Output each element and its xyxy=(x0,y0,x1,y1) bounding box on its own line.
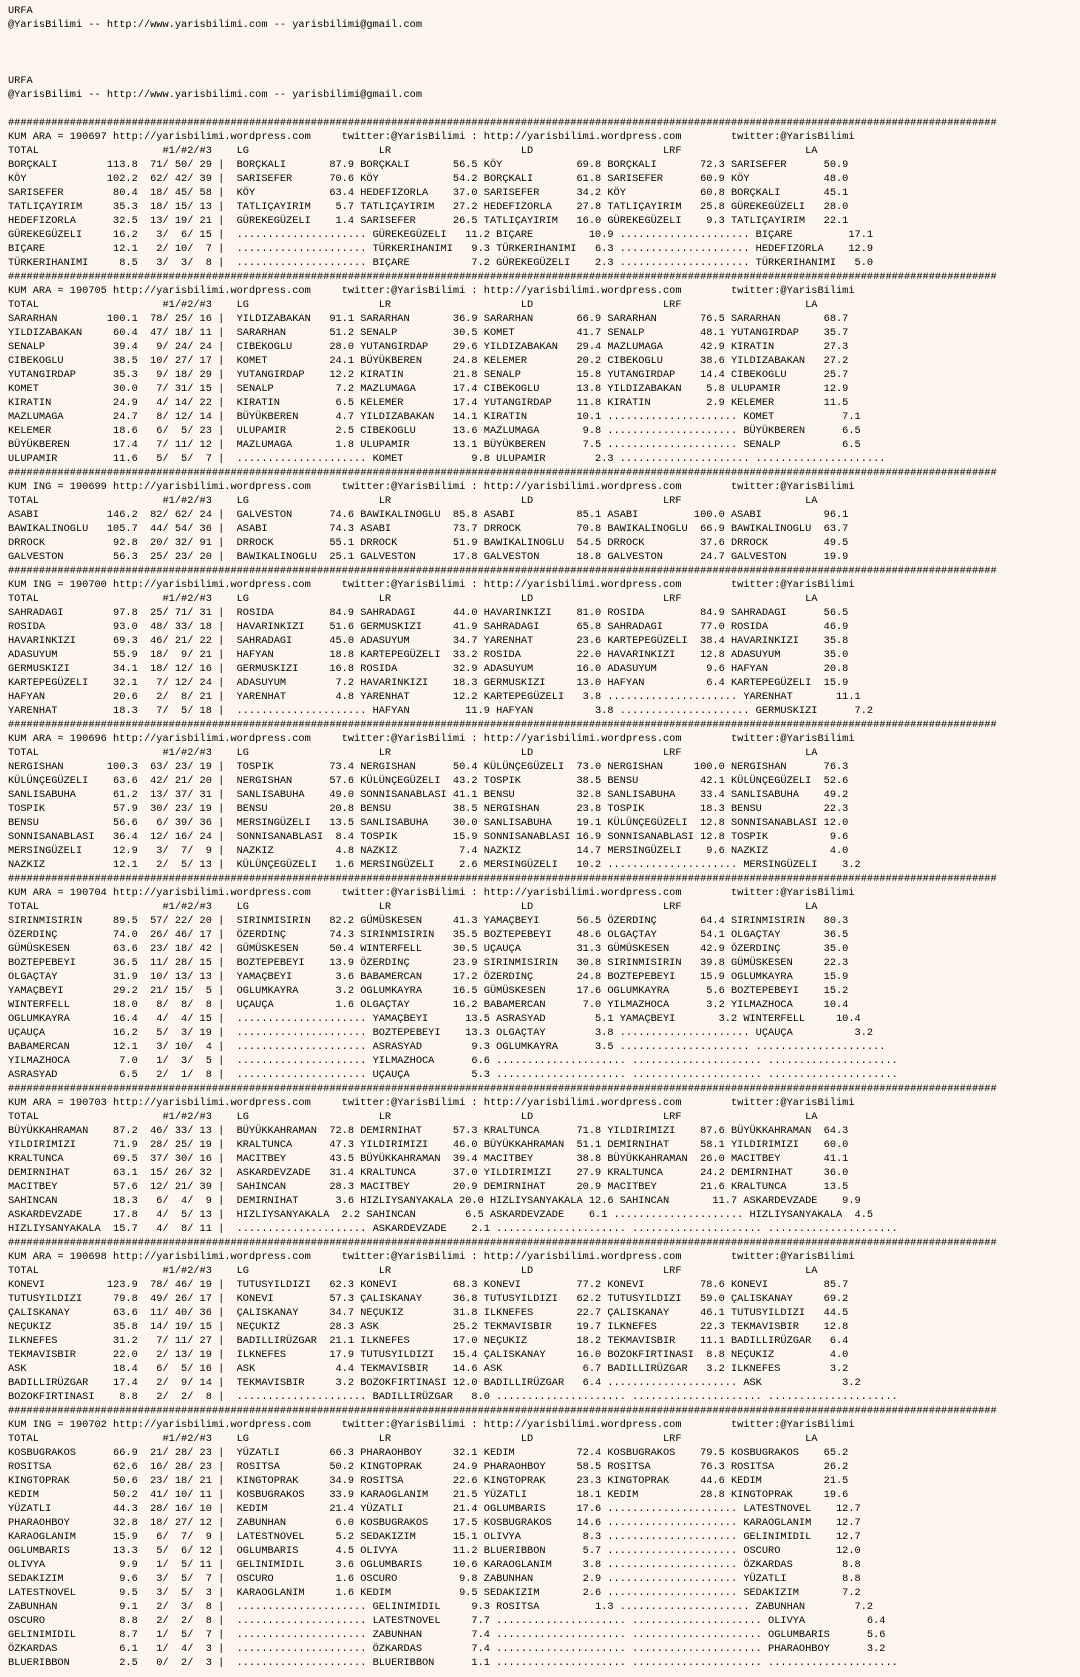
table-row: ASRASYAD 6.5 2/ 1/ 8 | ..................... UÇAUÇA 5.3 ..................... ..................... ..................... xyxy=(8,1069,898,1081)
table-row: OSCURO 8.8 2/ 2/ 8 | ..................... LATESTNOVEL 7.7 ..................... ..................... OLIVYA 6.4 xyxy=(8,1615,886,1627)
separator-line: ################################################################################################################################################################ xyxy=(8,467,997,479)
table-row: YARENHAT 18.3 7/ 5/ 18 | ..................... HAFYAN 11.9 HAFYAN 3.8 ..................... GERMUSKIZI 7.2 xyxy=(8,705,874,717)
table-row: ASABI 146.2 82/ 62/ 24 | GALVESTON 74.6 BAWIKALINOGLU 85.8 ASABI 85.1 ASABI 100.0 ASABI 96.1 xyxy=(8,509,849,521)
column-header: TOTAL #1/#2/#3 LG LR LD LRF LA xyxy=(8,299,818,311)
table-row: KONEVI 123.9 78/ 46/ 19 | TUTUSYILDIZI 62.3 KONEVI 68.3 KONEVI 77.2 KONEVI 78.6 KONEVI 85.7 xyxy=(8,1279,849,1291)
table-row: TUTUSYILDIZI 79.8 49/ 26/ 17 | KONEVI 57.3 ÇALISKANAY 36.8 TUTUSYILDIZI 62.2 TUTUSYILDIZI 59.0 ÇALISKANAY 69.2 xyxy=(8,1293,849,1305)
table-row: ÖZERDINÇ 74.0 26/ 46/ 17 | ÖZERDINÇ 74.3 SIRINMISIRIN 35.5 BOZTEPEBEYI 48.6 OLGAÇTAY 54.1 OLGAÇTAY 36.5 xyxy=(8,929,849,941)
table-row: MAZLUMAGA 24.7 8/ 12/ 14 | BÜYÜKBEREN 4.7 YILDIZABAKAN 14.1 KIRATIN 10.1 ..................... KOMET 7.1 xyxy=(8,411,861,423)
page-title: URFA xyxy=(8,5,33,17)
separator-line: ################################################################################################################################################################ xyxy=(8,873,997,885)
race-title: KUM ARA = 190698 http://yarisbilimi.wordpress.com twitter:@YarisBilimi : http://yarisbilimi.wordpress.com twitter:@YarisBilimi xyxy=(8,1251,855,1263)
column-header: TOTAL #1/#2/#3 LG LR LD LRF LA xyxy=(8,495,818,507)
table-row: YILDIRIMIZI 71.9 28/ 25/ 19 | KRALTUNCA 47.3 YILDIRIMIZI 46.0 BÜYÜKKAHRAMAN 51.1 DEMIRNIHAT 58.1 YILDIRIMIZI 60.0 xyxy=(8,1139,849,1151)
page-title-repeat: URFA xyxy=(8,75,33,87)
race-title: KUM ARA = 190696 http://yarisbilimi.wordpress.com twitter:@YarisBilimi : http://yarisbilimi.wordpress.com twitter:@YarisBilimi xyxy=(8,733,855,745)
race-title: KUM ARA = 190697 http://yarisbilimi.wordpress.com twitter:@YarisBilimi : http://yarisbilimi.wordpress.com twitter:@YarisBilimi xyxy=(8,131,855,143)
table-row: KRALTUNCA 69.5 37/ 30/ 16 | MACITBEY 43.5 BÜYÜKKAHRAMAN 39.4 MACITBEY 38.8 BÜYÜKKAHRAMAN 26.0 MACITBEY 41.1 xyxy=(8,1153,849,1165)
table-row: ZABUNHAN 9.1 2/ 3/ 8 | ..................... GELINIMIDIL 9.3 ROSITSA 1.3 ..................... ZABUNHAN 7.2 xyxy=(8,1601,874,1613)
table-row: ASKARDEVZADE 17.8 4/ 5/ 13 | HIZLIYSANYAKALA 2.2 SAHINCAN 6.5 ASKARDEVZADE 6.1 ..................... HIZLIYSANYAKALA 4.5 xyxy=(8,1209,874,1221)
table-row: KÜLÜNÇEGÜZELI 63.6 42/ 21/ 20 | NERGISHAN 57.6 KÜLÜNÇEGÜZELI 43.2 TOSPIK 38.5 BENSU 42.1 KÜLÜNÇEGÜZELI 52.6 xyxy=(8,775,849,787)
race-list xyxy=(8,116,1076,1670)
table-row: KARTEPEGÜZELI 32.1 7/ 12/ 24 | ADASUYUM 7.2 HAVARINKIZI 18.3 GERMUSKIZI 13.0 HAFYAN 6.4 KARTEPEGÜZELI 15.9 xyxy=(8,677,849,689)
table-row: OGLUMBARIS 13.3 5/ 6/ 12 | OGLUMBARIS 4.5 OLIVYA 11.2 BLUERIBBON 5.7 ..................... OSCURO 12.0 xyxy=(8,1545,861,1557)
table-row: KINGTOPRAK 50.6 23/ 18/ 21 | KINGTOPRAK 34.9 ROSITSA 22.6 KINGTOPRAK 23.3 KINGTOPRAK 44.6 KEDIM 21.5 xyxy=(8,1475,849,1487)
table-row: NAZKIZ 12.1 2/ 5/ 13 | KÜLÜNÇEGÜZELI 1.6 MERSINGÜZELI 2.6 MERSINGÜZELI 10.2 ..................... MERSINGÜZELI 3.2 xyxy=(8,859,861,871)
table-row: GELINIMIDIL 8.7 1/ 5/ 7 | ..................... ZABUNHAN 7.4 ..................... ..................... OGLUMBARIS 5.6 xyxy=(8,1629,886,1641)
contact-line-repeat: @YarisBilimi -- http://www.yarisbilimi.com -- yarisbilimi@gmail.com xyxy=(8,89,423,101)
column-header: TOTAL #1/#2/#3 LG LR LD LRF LA xyxy=(8,901,818,913)
table-row: GERMUSKIZI 34.1 18/ 12/ 16 | GERMUSKIZI 16.8 ROSIDA 32.9 ADASUYUM 16.0 ADASUYUM 9.6 HAFYAN 20.8 xyxy=(8,663,849,675)
spacer xyxy=(8,32,1076,46)
separator-line: ################################################################################################################################################################ xyxy=(8,271,997,283)
table-row: SAHINCAN 18.3 6/ 4/ 9 | DEMIRNIHAT 3.6 HIZLIYSANYAKALA 20.0 HIZLIYSANYAKALA 12.6 SAHINCAN 11.7 ASKARDEVZADE 9.9 xyxy=(8,1195,861,1207)
table-row: BADILLIRÜZGAR 17.4 2/ 9/ 14 | TEKMAVISBIR 3.2 BOZOKFIRTINASI 12.0 BADILLIRÜZGAR 6.4 ..................... ASK 3.2 xyxy=(8,1377,861,1389)
table-row: TÜRKERIHANIMI 8.5 3/ 3/ 8 | ..................... BIÇARE 7.2 GÜREKEGÜZELI 2.3 ..................... TÜRKERIHANIMI 5.0 xyxy=(8,257,874,269)
table-row: SARISEFER 80.4 18/ 45/ 58 | KÖY 63.4 HEDEFIZORLA 37.0 SARISEFER 34.2 KÖY 60.8 BORÇKALI 45.1 xyxy=(8,187,849,199)
table-row: SAHRADAGI 97.8 25/ 71/ 31 | ROSIDA 84.9 SAHRADAGI 44.0 HAVARINKIZI 81.0 ROSIDA 84.9 SAHRADAGI 56.5 xyxy=(8,607,849,619)
table-row: KARAOGLANIM 15.9 6/ 7/ 9 | LATESTNOVEL 5.2 SEDAKIZIM 15.1 OLIVYA 8.3 ..................... GELINIMIDIL 12.7 xyxy=(8,1531,861,1543)
table-row: TOSPIK 57.9 30/ 23/ 19 | BENSU 20.8 BENSU 38.5 NERGISHAN 23.8 TOSPIK 18.3 BENSU 22.3 xyxy=(8,803,849,815)
table-row: KIRATIN 24.9 4/ 14/ 22 | KIRATIN 6.5 KELEMER 17.4 YUTANGIRDAP 11.8 KIRATIN 2.9 KELEMER 11.5 xyxy=(8,397,849,409)
race-title: KUM ING = 190702 http://yarisbilimi.wordpress.com twitter:@YarisBilimi : http://yarisbilimi.wordpress.com twitter:@YarisBilimi xyxy=(8,1419,855,1431)
column-header: TOTAL #1/#2/#3 LG LR LD LRF LA xyxy=(8,747,818,759)
race-title: KUM ARA = 190704 http://yarisbilimi.wordpress.com twitter:@YarisBilimi : http://yarisbilimi.wordpress.com twitter:@YarisBilimi xyxy=(8,887,855,899)
race-report xyxy=(8,4,1076,1670)
spacer xyxy=(8,46,1076,60)
table-row: BAWIKALINOGLU 105.7 44/ 54/ 36 | ASABI 74.3 ASABI 73.7 DRROCK 70.8 BAWIKALINOGLU 66.9 BAWIKALINOGLU 63.7 xyxy=(8,523,849,535)
table-row: PHARAOHBOY 32.8 18/ 27/ 12 | ZABUNHAN 6.0 KOSBUGRAKOS 17.5 KOSBUGRAKOS 14.6 ..................... KARAOGLANIM 12.7 xyxy=(8,1517,861,1529)
table-row: GALVESTON 56.3 25/ 23/ 20 | BAWIKALINOGLU 25.1 GALVESTON 17.8 GALVESTON 18.8 GALVESTON 24.7 GALVESTON 19.9 xyxy=(8,551,849,563)
contact-line: @YarisBilimi -- http://www.yarisbilimi.com -- yarisbilimi@gmail.com xyxy=(8,19,423,31)
table-row: ROSIDA 93.0 48/ 33/ 18 | HAVARINKIZI 51.6 GERMUSKIZI 41.9 SAHRADAGI 65.8 SAHRADAGI 77.0 ROSIDA 46.9 xyxy=(8,621,849,633)
table-row: NERGISHAN 100.3 63/ 23/ 19 | TOSPIK 73.4 NERGISHAN 50.4 KÜLÜNÇEGÜZELI 73.0 NERGISHAN 100.0 NERGISHAN 76.3 xyxy=(8,761,849,773)
table-row: ROSITSA 62.6 16/ 28/ 23 | ROSITSA 50.2 KINGTOPRAK 24.9 PHARAOHBOY 58.5 ROSITSA 76.3 ROSITSA 26.2 xyxy=(8,1461,849,1473)
table-row: KELEMER 18.6 6/ 5/ 23 | ULUPAMIR 2.5 CIBEKOGLU 13.6 MAZLUMAGA 9.8 ..................... BÜYÜKBEREN 6.5 xyxy=(8,425,861,437)
separator-line: ################################################################################################################################################################ xyxy=(8,719,997,731)
table-row: HEDEFIZORLA 32.5 13/ 19/ 21 | GÜREKEGÜZELI 1.4 SARISEFER 26.5 TATLIÇAYIRIM 16.0 GÜREKEGÜZELI 9.3 TATLIÇAYIRIM 22.1 xyxy=(8,215,849,227)
table-row: YILDIZABAKAN 60.4 47/ 18/ 11 | SARARHAN 51.2 SENALP 30.5 KOMET 41.7 SENALP 48.1 YUTANGIRDAP 35.7 xyxy=(8,327,849,339)
table-row: BOZTEPEBEYI 36.5 11/ 28/ 15 | BOZTEPEBEYI 13.9 ÖZERDINÇ 23.9 SIRINMISIRIN 30.8 SIRINMISIRIN 39.8 GÜMÜSKESEN 22.3 xyxy=(8,957,849,969)
table-row: OLGAÇTAY 31.9 10/ 13/ 13 | YAMAÇBEYI 3.6 BABAMERCAN 17.2 ÖZERDINÇ 24.8 BOZTEPEBEYI 15.9 OGLUMKAYRA 15.9 xyxy=(8,971,849,983)
spacer xyxy=(8,60,1076,74)
table-row: YILMAZHOCA 7.0 1/ 3/ 5 | ..................... YILMAZHOCA 6.6 ..................... ..................... ..................... xyxy=(8,1055,898,1067)
table-row: SEDAKIZIM 9.6 3/ 5/ 7 | OSCURO 1.6 OSCURO 9.8 ZABUNHAN 2.9 ..................... YÜZATLI 8.8 xyxy=(8,1573,861,1585)
table-row: KOSBUGRAKOS 66.9 21/ 28/ 23 | YÜZATLI 66.3 PHARAOHBOY 32.1 KEDIM 72.4 KOSBUGRAKOS 79.5 KOSBUGRAKOS 65.2 xyxy=(8,1447,849,1459)
table-row: ÇALISKANAY 63.6 11/ 40/ 36 | ÇALISKANAY 34.7 NEÇUKIZ 31.8 ILKNEFES 22.7 ÇALISKANAY 46.1 TUTUSYILDIZI 44.5 xyxy=(8,1307,849,1319)
table-row: TEKMAVISBIR 22.0 2/ 13/ 19 | ILKNEFES 17.9 TUTUSYILDIZI 15.4 ÇALISKANAY 16.0 BOZOKFIRTINASI 8.8 NEÇUKIZ 4.0 xyxy=(8,1349,849,1361)
race-title: KUM ING = 190700 http://yarisbilimi.wordpress.com twitter:@YarisBilimi : http://yarisbilimi.wordpress.com twitter:@YarisBilimi xyxy=(8,579,855,591)
table-row: HAVARINKIZI 69.3 46/ 21/ 22 | SAHRADAGI 45.0 ADASUYUM 34.7 YARENHAT 23.6 KARTEPEGÜZELI 38.4 HAVARINKIZI 35.8 xyxy=(8,635,849,647)
race-title: KUM ING = 190699 http://yarisbilimi.wordpress.com twitter:@YarisBilimi : http://yarisbilimi.wordpress.com twitter:@YarisBilimi xyxy=(8,481,855,493)
table-row: GÜMÜSKESEN 63.6 23/ 18/ 42 | GÜMÜSKESEN 50.4 WINTERFELL 30.5 UÇAUÇA 31.3 GÜMÜSKESEN 42.9 ÖZERDINÇ 35.0 xyxy=(8,943,849,955)
table-row: UÇAUÇA 16.2 5/ 3/ 19 | ..................... BOZTEPEBEYI 13.3 OLGAÇTAY 3.8 ..................... UÇAUÇA 3.2 xyxy=(8,1027,874,1039)
column-header: TOTAL #1/#2/#3 LG LR LD LRF LA xyxy=(8,1433,818,1445)
table-row: BABAMERCAN 12.1 3/ 10/ 4 | ..................... ASRASYAD 9.3 OGLUMKAYRA 3.5 ..................... ..................... xyxy=(8,1041,886,1053)
table-row: CIBEKOGLU 38.5 10/ 27/ 17 | KOMET 24.1 BÜYÜKBEREN 24.8 KELEMER 20.2 CIBEKOGLU 38.6 YILDIZABAKAN 27.2 xyxy=(8,355,849,367)
column-header: TOTAL #1/#2/#3 LG LR LD LRF LA xyxy=(8,1111,818,1123)
table-row: SIRINMISIRIN 89.5 57/ 22/ 20 | SIRINMISIRIN 82.2 GÜMÜSKESEN 41.3 YAMAÇBEYI 56.5 ÖZERDINÇ 64.4 SIRINMISIRIN 80.3 xyxy=(8,915,849,927)
table-row: ASK 18.4 6/ 5/ 16 | ASK 4.4 TEKMAVISBIR 14.6 ASK 6.7 BADILLIRÜZGAR 3.2 ILKNEFES 3.2 xyxy=(8,1363,849,1375)
table-row: DEMIRNIHAT 63.1 15/ 26/ 32 | ASKARDEVZADE 31.4 KRALTUNCA 37.0 YILDIRIMIZI 27.9 KRALTUNCA 24.2 DEMIRNIHAT 36.0 xyxy=(8,1167,849,1179)
table-row: KÖY 102.2 62/ 42/ 39 | SARISEFER 70.6 KÖY 54.2 BORÇKALI 61.8 SARISEFER 60.9 KÖY 48.0 xyxy=(8,173,849,185)
table-row: ULUPAMIR 11.6 5/ 5/ 7 | ..................... KOMET 9.8 ULUPAMIR 2.3 ..................... ..................... xyxy=(8,453,886,465)
table-row: MERSINGÜZELI 12.9 3/ 7/ 9 | NAZKIZ 4.8 NAZKIZ 7.4 NAZKIZ 14.7 MERSINGÜZELI 9.6 NAZKIZ 4.0 xyxy=(8,845,849,857)
column-header: TOTAL #1/#2/#3 LG LR LD LRF LA xyxy=(8,145,818,157)
separator-line: ################################################################################################################################################################ xyxy=(8,565,997,577)
table-row: HAFYAN 20.6 2/ 8/ 21 | YARENHAT 4.8 YARENHAT 12.2 KARTEPEGÜZELI 3.8 ..................... YARENHAT 11.1 xyxy=(8,691,861,703)
table-row: YÜZATLI 44.3 28/ 16/ 10 | KEDIM 21.4 YÜZATLI 21.4 OGLUMBARIS 17.6 ..................... LATESTNOVEL 12.7 xyxy=(8,1503,861,1515)
table-row: BLUERIBBON 2.5 0/ 2/ 3 | ..................... BLUERIBBON 1.1 ..................... ..................... ..................... xyxy=(8,1657,898,1669)
table-row: SONNISANABLASI 36.4 12/ 16/ 24 | SONNISANABLASI 8.4 TOSPIK 15.9 SONNISANABLASI 16.9 SONNISANABLASI 12.8 TOSPIK 9.6 xyxy=(8,831,849,843)
separator-line: ################################################################################################################################################################ xyxy=(8,1237,997,1249)
table-row: YUTANGIRDAP 35.3 9/ 18/ 29 | YUTANGIRDAP 12.2 KIRATIN 21.8 SENALP 15.8 YUTANGIRDAP 14.4 CIBEKOGLU 25.7 xyxy=(8,369,849,381)
table-row: MACITBEY 57.6 12/ 21/ 39 | SAHINCAN 28.3 MACITBEY 20.9 DEMIRNIHAT 20.9 MACITBEY 21.6 KRALTUNCA 13.5 xyxy=(8,1181,849,1193)
table-row: NEÇUKIZ 35.8 14/ 19/ 15 | NEÇUKIZ 28.3 ASK 25.2 TEKMAVISBIR 19.7 ILKNEFES 22.3 TEKMAVISBIR 12.8 xyxy=(8,1321,849,1333)
table-row: GÜREKEGÜZELI 16.2 3/ 6/ 15 | ..................... GÜREKEGÜZELI 11.2 BIÇARE 10.9 ..................... BIÇARE 17.1 xyxy=(8,229,874,241)
table-row: BÜYÜKBEREN 17.4 7/ 11/ 12 | MAZLUMAGA 1.8 ULUPAMIR 13.1 BÜYÜKBEREN 7.5 ..................... SENALP 6.5 xyxy=(8,439,861,451)
column-header: TOTAL #1/#2/#3 LG LR LD LRF LA xyxy=(8,1265,818,1277)
table-row: BOZOKFIRTINASI 8.8 2/ 2/ 8 | ..................... BADILLIRÜZGAR 8.0 ..................... ..................... ..................... xyxy=(8,1391,898,1403)
separator-line: ################################################################################################################################################################ xyxy=(8,1405,997,1417)
race-title: KUM ARA = 190703 http://yarisbilimi.wordpress.com twitter:@YarisBilimi : http://yarisbilimi.wordpress.com twitter:@YarisBilimi xyxy=(8,1097,855,1109)
table-row: LATESTNOVEL 9.5 3/ 5/ 3 | KARAOGLANIM 1.6 KEDIM 9.5 SEDAKIZIM 2.6 ..................... SEDAKIZIM 7.2 xyxy=(8,1587,861,1599)
table-row: SARARHAN 100.1 78/ 25/ 16 | YILDIZABAKAN 91.1 SARARHAN 36.9 SARARHAN 66.9 SARARHAN 76.5 SARARHAN 68.7 xyxy=(8,313,849,325)
table-row: ILKNEFES 31.2 7/ 11/ 27 | BADILLIRÜZGAR 21.1 ILKNEFES 17.0 NEÇUKIZ 18.2 TEKMAVISBIR 11.1 BADILLIRÜZGAR 6.4 xyxy=(8,1335,849,1347)
table-row: WINTERFELL 18.0 8/ 8/ 8 | UÇAUÇA 1.6 OLGAÇTAY 16.2 BABAMERCAN 7.0 YILMAZHOCA 3.2 YILMAZHOCA 10.4 xyxy=(8,999,849,1011)
spacer xyxy=(8,102,1076,116)
separator-line: ################################################################################################################################################################ xyxy=(8,1083,997,1095)
table-row: SENALP 39.4 9/ 24/ 24 | CIBEKOGLU 28.0 YUTANGIRDAP 29.6 YILDIZABAKAN 29.4 MAZLUMAGA 42.9 KIRATIN 27.3 xyxy=(8,341,849,353)
table-row: BIÇARE 12.1 2/ 10/ 7 | ..................... TÜRKERIHANIMI 9.3 TÜRKERIHANIMI 6.3 ..................... HEDEFIZORLA 12.9 xyxy=(8,243,874,255)
table-row: SANLISABUHA 61.2 13/ 37/ 31 | SANLISABUHA 49.0 SONNISANABLASI 41.1 BENSU 32.8 SANLISABUHA 33.4 SANLISABUHA 49.2 xyxy=(8,789,849,801)
table-row: BÜYÜKKAHRAMAN 87.2 46/ 33/ 13 | BÜYÜKKAHRAMAN 72.8 DEMIRNIHAT 57.3 KRALTUNCA 71.8 YILDIRIMIZI 87.6 BÜYÜKKAHRAMAN 64.3 xyxy=(8,1125,849,1137)
table-row: HIZLIYSANYAKALA 15.7 4/ 8/ 11 | ..................... ASKARDEVZADE 2.1 ..................... ..................... ..................... xyxy=(8,1223,898,1235)
table-row: BORÇKALI 113.8 71/ 50/ 29 | BORÇKALI 87.9 BORÇKALI 56.5 KÖY 69.8 BORÇKALI 72.3 SARISEFER 50.9 xyxy=(8,159,849,171)
table-row: BENSU 56.6 6/ 39/ 36 | MERSINGÜZELI 13.5 SANLISABUHA 30.0 SANLISABUHA 19.1 KÜLÜNÇEGÜZELI 12.8 SONNISANABLASI 12.0 xyxy=(8,817,849,829)
table-row: OGLUMKAYRA 16.4 4/ 4/ 15 | ..................... YAMAÇBEYI 13.5 ASRASYAD 5.1 YAMAÇBEYI 3.2 WINTERFELL 10.4 xyxy=(8,1013,861,1025)
table-row: OLIVYA 9.9 1/ 5/ 11 | GELINIMIDIL 3.6 OGLUMBARIS 10.6 KARAOGLANIM 3.8 ..................... ÖZKARDAS 8.8 xyxy=(8,1559,861,1571)
table-row: KOMET 30.0 7/ 31/ 15 | SENALP 7.2 MAZLUMAGA 17.4 CIBEKOGLU 13.8 YILDIZABAKAN 5.8 ULUPAMIR 12.9 xyxy=(8,383,849,395)
table-row: YAMAÇBEYI 29.2 21/ 15/ 5 | OGLUMKAYRA 3.2 OGLUMKAYRA 16.5 GÜMÜSKESEN 17.6 OGLUMKAYRA 5.6 BOZTEPEBEYI 15.2 xyxy=(8,985,849,997)
table-row: KEDIM 50.2 41/ 10/ 11 | KOSBUGRAKOS 33.9 KARAOGLANIM 21.5 YÜZATLI 18.1 KEDIM 28.8 KINGTOPRAK 19.6 xyxy=(8,1489,849,1501)
race-title: KUM ARA = 190705 http://yarisbilimi.wordpress.com twitter:@YarisBilimi : http://yarisbilimi.wordpress.com twitter:@YarisBilimi xyxy=(8,285,855,297)
separator-line: ################################################################################################################################################################ xyxy=(8,117,997,129)
table-row: ADASUYUM 55.9 18/ 9/ 21 | HAFYAN 18.8 KARTEPEGÜZELI 33.2 ROSIDA 22.0 HAVARINKIZI 12.8 ADASUYUM 35.0 xyxy=(8,649,849,661)
column-header: TOTAL #1/#2/#3 LG LR LD LRF LA xyxy=(8,593,818,605)
table-row: DRROCK 92.8 20/ 32/ 91 | DRROCK 55.1 DRROCK 51.9 BAWIKALINOGLU 54.5 DRROCK 37.6 DRROCK 49.5 xyxy=(8,537,849,549)
table-row: ÖZKARDAS 6.1 1/ 4/ 3 | ..................... ÖZKARDAS 7.4 ..................... ..................... PHARAOHBOY 3.2 xyxy=(8,1643,886,1655)
table-row: TATLIÇAYIRIM 35.3 18/ 15/ 13 | TATLIÇAYIRIM 5.7 TATLIÇAYIRIM 27.2 HEDEFIZORLA 27.8 TATLIÇAYIRIM 25.8 GÜREKEGÜZELI 28.0 xyxy=(8,201,849,213)
